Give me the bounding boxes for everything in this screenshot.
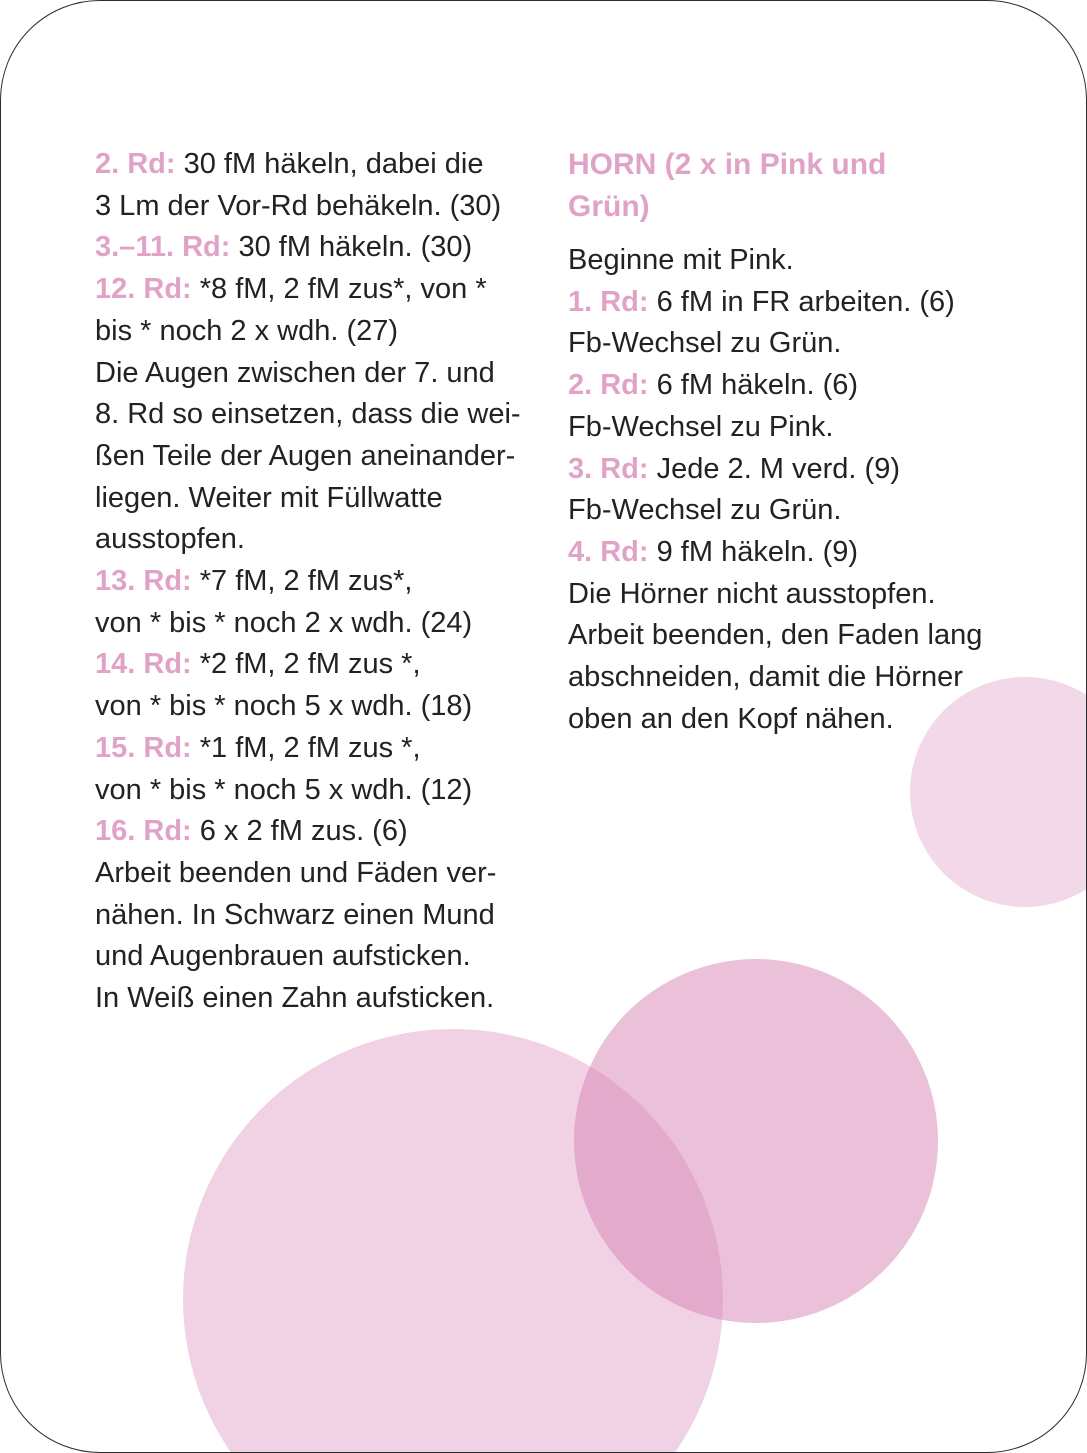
instruction-line: 4. Rd: 9 fM häkeln. (9) <box>568 535 859 568</box>
instruction-line: In Weiß einen Zahn aufsticken. <box>95 982 495 1015</box>
instruction-line: 15. Rd: *1 fM, 2 fM zus *, <box>95 731 421 764</box>
decorative-circle-medium <box>574 959 938 1323</box>
instruction-line: ßen Teile der Augen aneinander- <box>95 439 516 472</box>
instruction-line: Die Augen zwischen der 7. und <box>95 356 495 389</box>
instruction-line: 2. Rd: 30 fM häkeln, dabei die <box>95 148 484 180</box>
instruction-line: 16. Rd: 6 x 2 fM zus. (6) <box>95 815 408 848</box>
instruction-line: Fb-Wechsel zu Grün. <box>568 327 842 360</box>
instruction-line: von * bis * noch 5 x wdh. (18) <box>95 690 473 723</box>
instruction-line: 3 Lm der Vor-Rd behäkeln. (30) <box>95 189 502 222</box>
instruction-line: liegen. Weiter mit Füllwatte <box>95 481 443 514</box>
heading-spacer <box>568 228 982 240</box>
instruction-line: Fb-Wechsel zu Pink. <box>568 410 834 443</box>
left-column <box>95 144 521 1020</box>
section-heading: HORN (2 x in Pink und <box>568 148 887 181</box>
section-heading-continued: Grün) <box>568 190 650 223</box>
instruction-line: 3.–11. Rd: 30 fM häkeln. (30) <box>95 231 473 264</box>
instruction-line: 12. Rd: *8 fM, 2 fM zus*, von * <box>95 273 487 306</box>
instruction-line: Arbeit beenden und Fäden ver- <box>95 856 497 889</box>
instruction-line: Die Hörner nicht ausstopfen. <box>568 577 936 610</box>
instruction-line: und Augenbrauen aufsticken. <box>95 940 471 973</box>
instruction-line: 2. Rd: 6 fM häkeln. (6) <box>568 369 859 402</box>
instruction-line: 13. Rd: *7 fM, 2 fM zus*, <box>95 565 413 598</box>
instruction-line: 1. Rd: 6 fM in FR arbeiten. (6) <box>568 285 955 318</box>
instruction-line: abschneiden, damit die Hörner <box>568 661 963 694</box>
instruction-line: oben an den Kopf nähen. <box>568 702 894 735</box>
instruction-line: von * bis * noch 5 x wdh. (12) <box>95 773 473 806</box>
instruction-line: ausstopfen. <box>95 523 245 556</box>
instruction-line: Beginne mit Pink. <box>568 244 794 276</box>
instruction-line: 8. Rd so einsetzen, dass die wei- <box>95 398 521 431</box>
right-column <box>568 144 982 740</box>
instruction-line: Fb-Wechsel zu Grün. <box>568 494 842 527</box>
instruction-line: 14. Rd: *2 fM, 2 fM zus *, <box>95 648 421 681</box>
instruction-line: 3. Rd: Jede 2. M verd. (9) <box>568 452 900 485</box>
instruction-line: nähen. In Schwarz einen Mund <box>95 898 495 931</box>
instruction-line: von * bis * noch 2 x wdh. (24) <box>95 606 473 639</box>
instruction-line: bis * noch 2 x wdh. (27) <box>95 314 399 347</box>
instruction-line: Arbeit beenden, den Faden lang <box>568 619 983 652</box>
